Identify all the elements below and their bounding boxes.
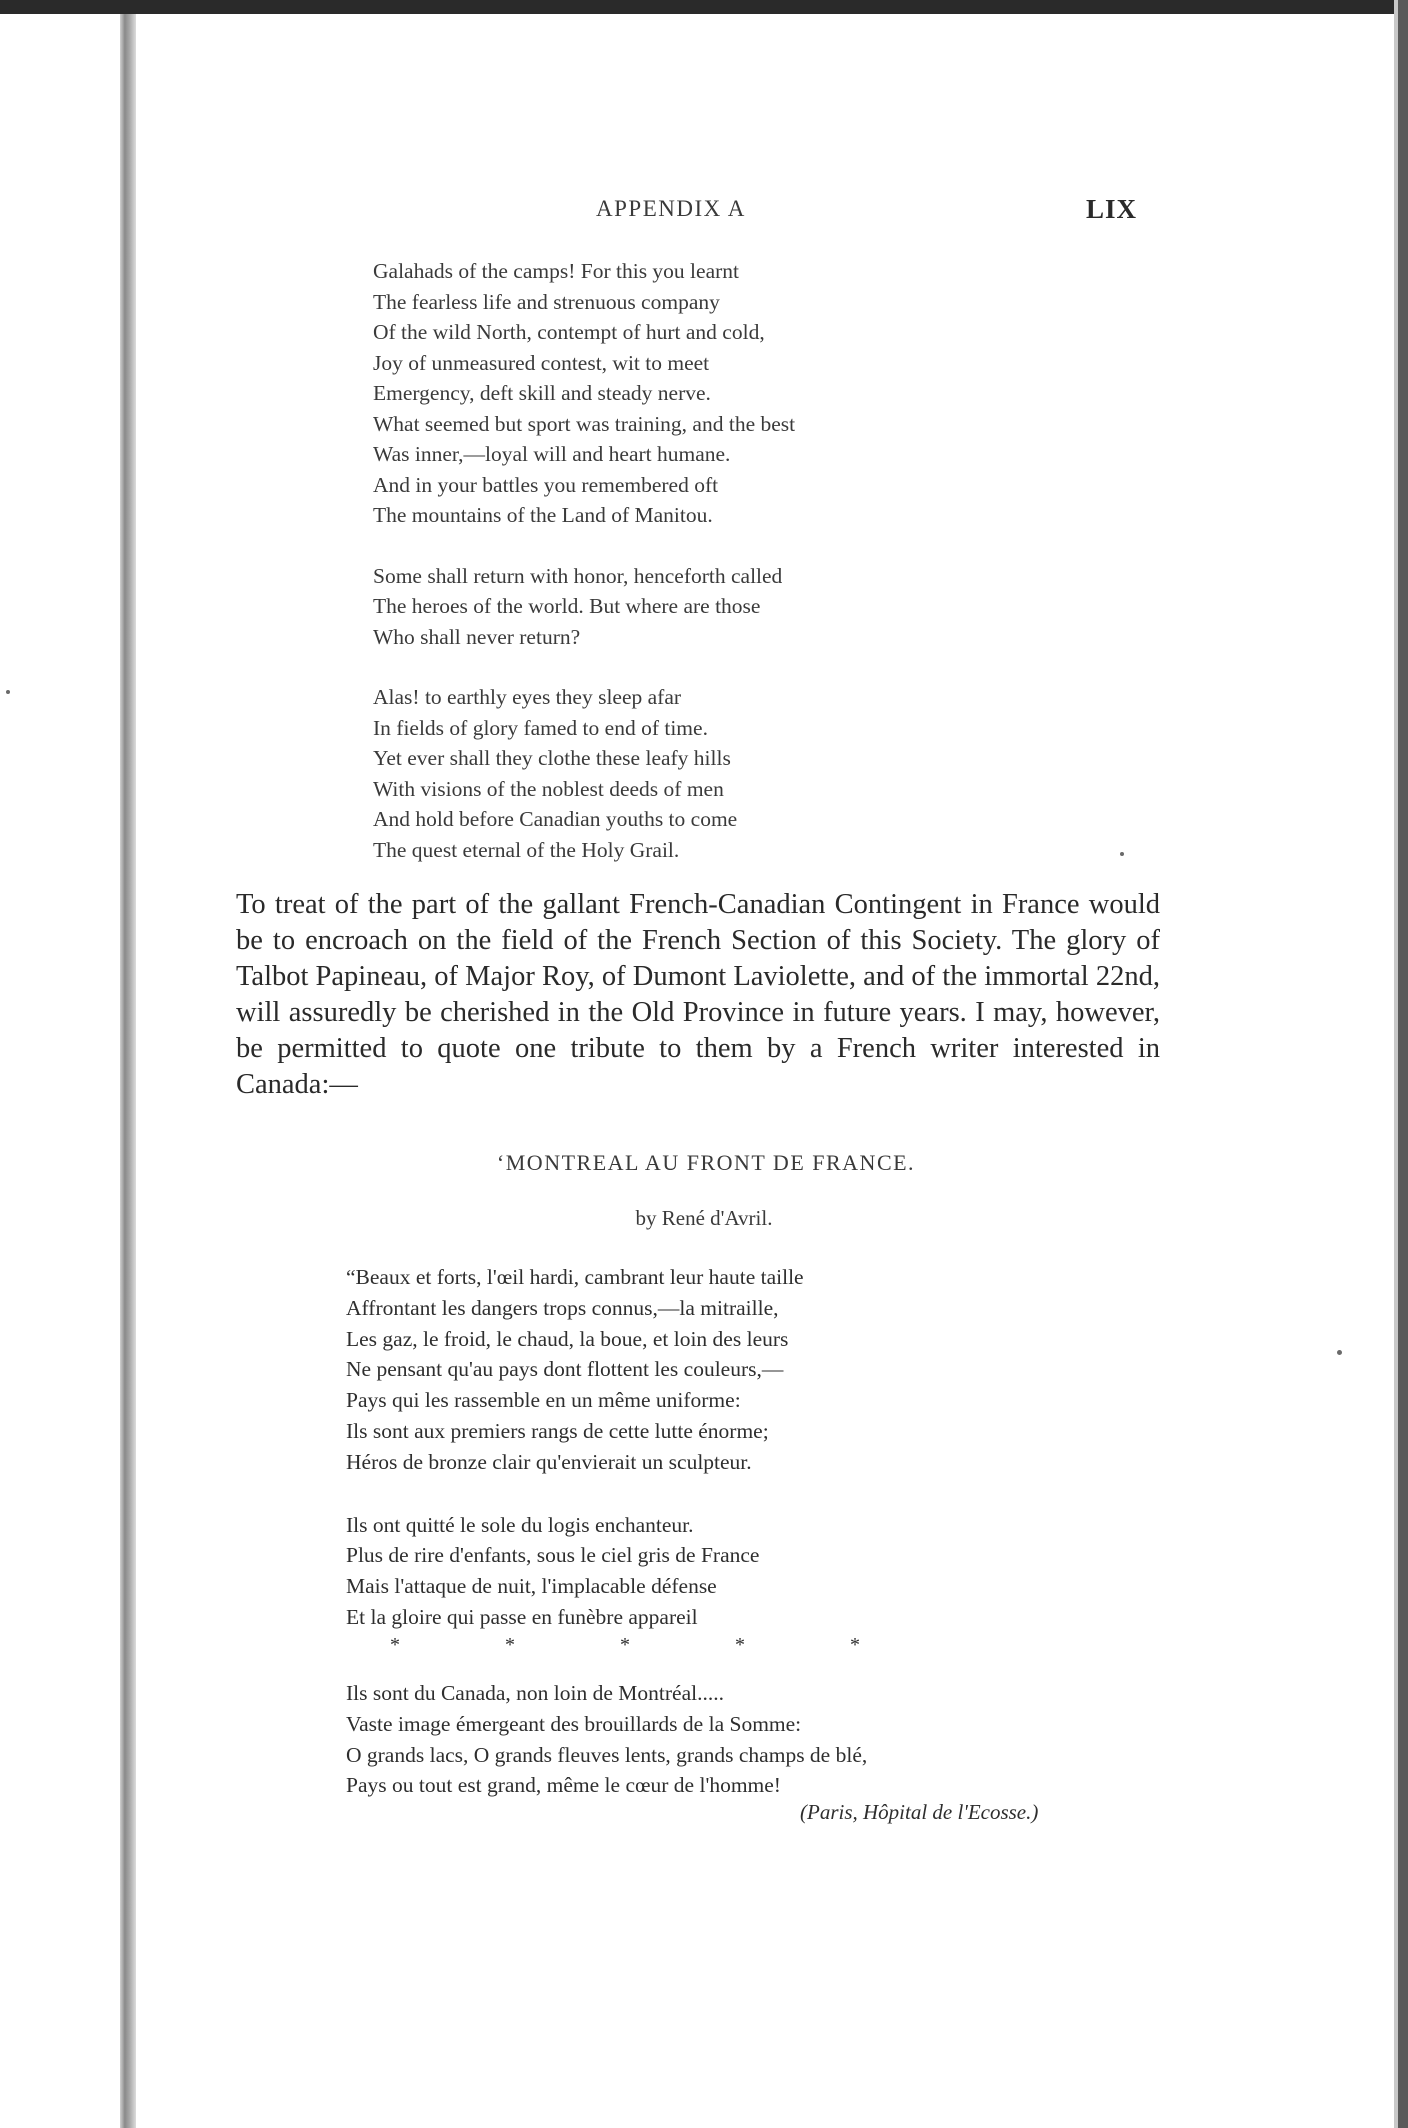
poem-line: Ne pensant qu'au pays dont flottent les couleurs,— <box>346 1357 784 1382</box>
poem-line: Galahads of the camps! For this you learnt <box>373 259 740 283</box>
poem-line: And in your battles you remembered oft <box>373 472 719 497</box>
poem-line: Of the wild North, contempt of hurt and cold, <box>373 320 765 344</box>
poem-line: The heroes of the world. But where are those <box>373 594 761 618</box>
poem-line: O grands lacs, O grands fleuves lents, grands champs de blé, <box>346 1742 868 1767</box>
english-poem <box>373 256 795 865</box>
poem-stanza <box>346 1262 804 1478</box>
poem-line: Ils sont aux premiers rangs de cette lutte énorme; <box>346 1418 769 1443</box>
poem-line: Yet ever shall they clothe these leafy hills <box>373 746 731 770</box>
poem-line: Who shall never return? <box>373 624 581 649</box>
poem-line: Ils ont quitté le sole du logis enchanteur. <box>346 1512 694 1537</box>
poem-line: Héros de bronze clair qu'envierait un sculpteur. <box>346 1449 752 1474</box>
french-poem-final-stanza <box>346 1678 867 1801</box>
body-paragraph: To treat of the part of the gallant French-Canadian Contingent in France would be to encroach on the field of the French Section of this Society. The glory of Talbot Papineau, of Major Roy, of Dumont Laviolette, and of the immortal 22nd, will assuredly be cherished in the Old Province in future years. I may, however, be permitted to quote one tribute to them by a French writer interested in Canada:— <box>236 889 1160 1100</box>
running-head: APPENDIX A <box>596 196 746 221</box>
left-margin <box>0 14 120 2128</box>
scan-speck <box>6 690 10 694</box>
book-spine-shadow <box>120 14 136 2128</box>
poem-line: The quest eternal of the Holy Grail. <box>373 837 680 862</box>
asterisk: * <box>620 1634 630 1656</box>
poem-stanza <box>373 256 795 531</box>
asterisk: * <box>505 1634 515 1656</box>
french-poem <box>346 1262 804 1665</box>
page-number: LIX <box>1086 194 1138 224</box>
poem-line: Some shall return with honor, henceforth called <box>373 563 783 588</box>
poem-line: “Beaux et forts, l'œil hardi, cambrant leur haute taille <box>346 1265 804 1289</box>
poem-line: Pays qui les rassemble en un même uniforme: <box>346 1388 741 1413</box>
poem-line: Emergency, deft skill and steady nerve. <box>373 381 711 405</box>
poem-stanza <box>373 682 795 865</box>
scan-right-border <box>1398 0 1408 2128</box>
poem-line: The mountains of the Land of Manitou. <box>373 503 713 527</box>
section-break-asterisks <box>390 1634 860 1657</box>
poem-attribution: (Paris, Hôpital de l'Ecosse.) <box>800 1800 1039 1824</box>
poem-line: Et la gloire qui passe en funèbre appareil <box>346 1604 698 1629</box>
poem-line: Ils sont du Canada, non loin de Montréal..... <box>346 1681 724 1705</box>
poem-line: Alas! to earthly eyes they sleep afar <box>373 685 682 709</box>
scan-speck <box>1337 1350 1342 1355</box>
scan-top-border <box>0 0 1408 14</box>
poem-line: With visions of the noblest deeds of men <box>373 776 724 801</box>
asterisk: * <box>850 1634 860 1656</box>
poem-line: Was inner,—loyal will and heart humane. <box>373 442 731 466</box>
poem-line: Vaste image émergeant des brouillards de la Somme: <box>346 1711 802 1736</box>
scan-speck <box>1120 852 1124 856</box>
asterisk: * <box>735 1634 745 1656</box>
asterisk: * <box>390 1634 400 1656</box>
poem-line: What seemed but sport was training, and the best <box>373 411 796 436</box>
poem-line: Joy of unmeasured contest, wit to meet <box>373 350 710 375</box>
poem-line: Mais l'attaque de nuit, l'implacable défense <box>346 1574 717 1599</box>
poem-line: Les gaz, le froid, le chaud, la boue, et loin des leurs <box>346 1326 789 1351</box>
poem-line: Plus de rire d'enfants, sous le ciel gris de France <box>346 1543 760 1568</box>
page-header <box>0 196 1408 230</box>
poem-line: Affrontant les dangers trops connus,—la mitraille, <box>346 1295 779 1320</box>
french-poem-byline: by René d'Avril. <box>635 1206 773 1230</box>
poem-stanza <box>373 561 795 653</box>
poem-line: And hold before Canadian youths to come <box>373 807 738 831</box>
poem-line: In fields of glory famed to end of time. <box>373 715 708 740</box>
french-poem-title: ‘MONTREAL AU FRONT DE FRANCE. <box>496 1150 916 1175</box>
poem-line: Pays ou tout est grand, même le cœur de l'homme! <box>346 1773 781 1798</box>
poem-stanza <box>346 1510 804 1633</box>
poem-line: The fearless life and strenuous company <box>373 289 720 314</box>
